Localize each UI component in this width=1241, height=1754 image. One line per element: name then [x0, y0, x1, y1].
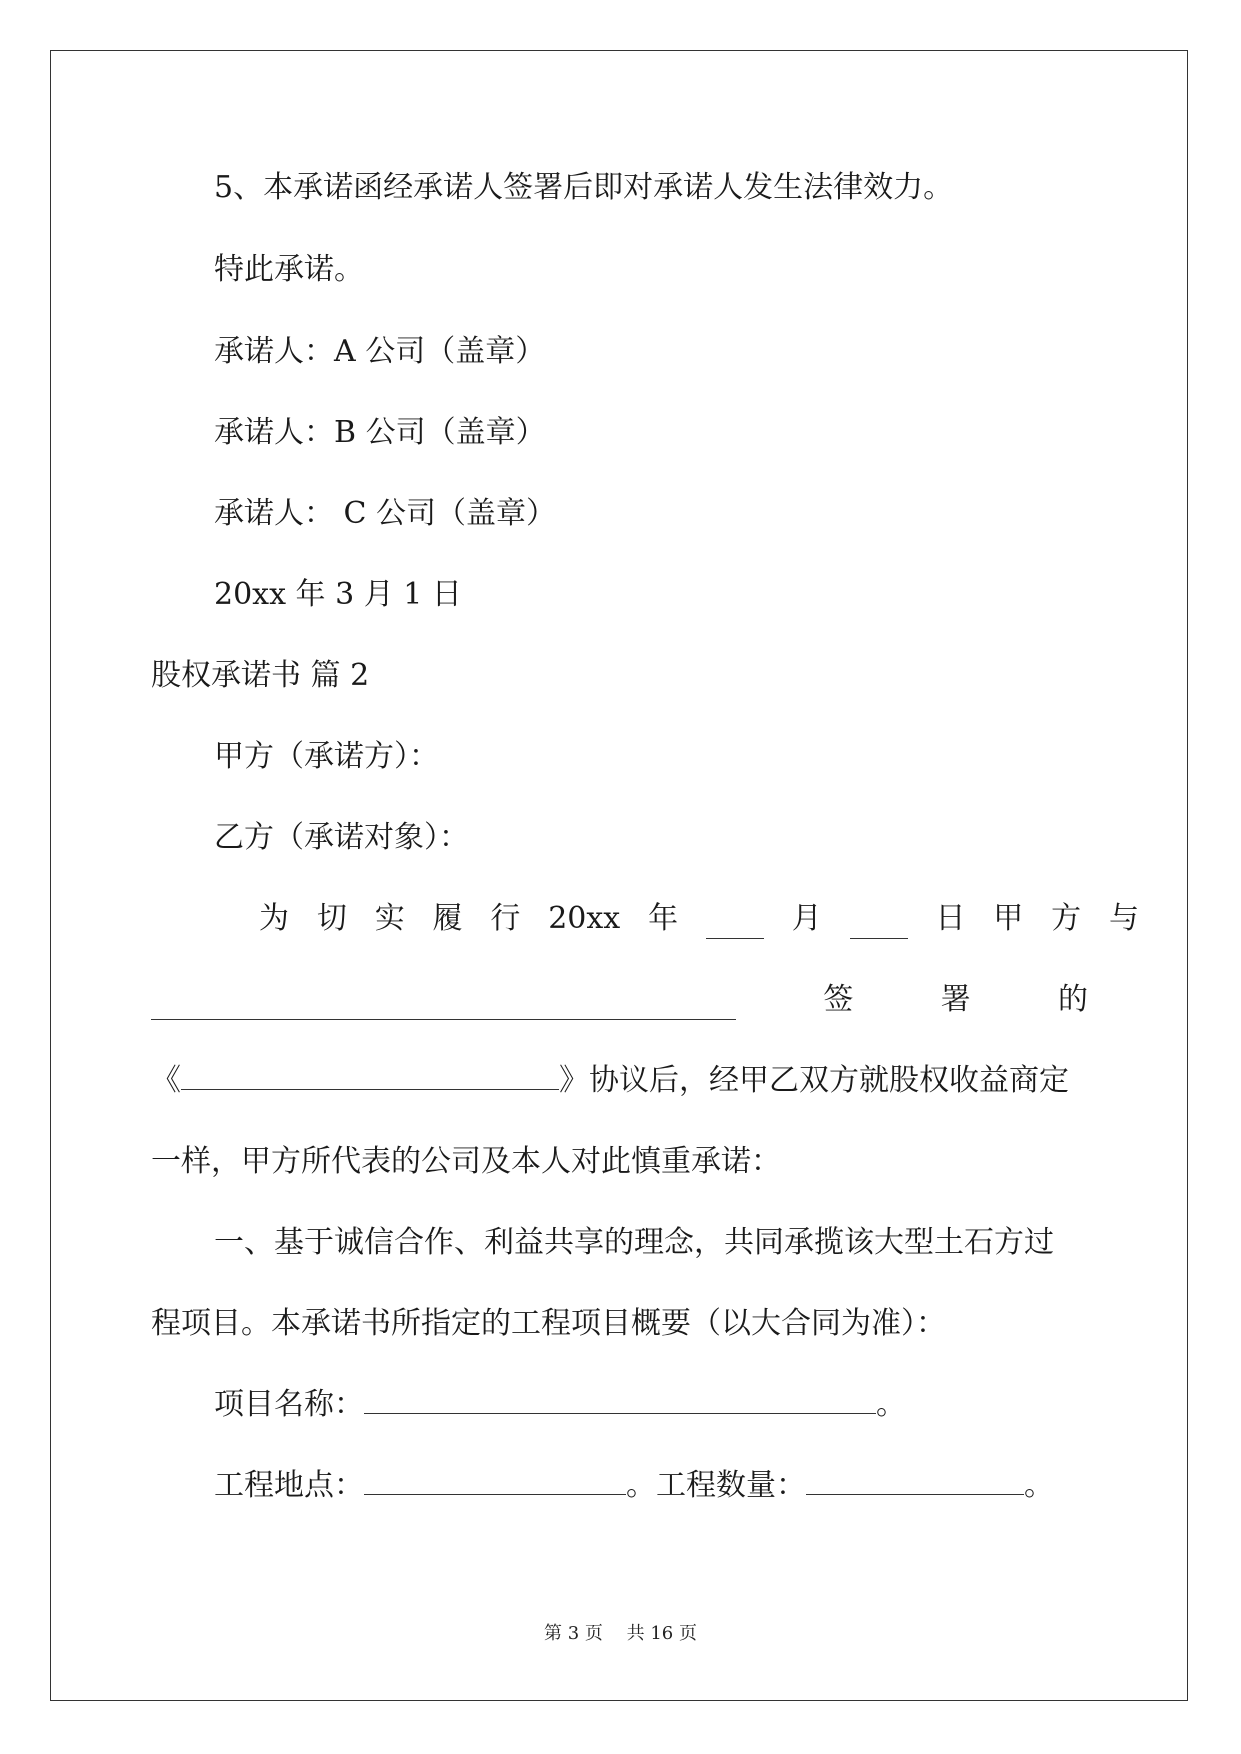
clause-5: 5、本承诺函经承诺人签署后即对承诺人发生法律效力。	[214, 170, 954, 205]
word: 月	[791, 901, 822, 936]
commitment-intro: 一样，甲方所代表的公司及本人对此慎重承诺：	[151, 1144, 781, 1179]
open-quote: 《	[151, 1063, 181, 1098]
clause-1: 一、基于诚信合作、利益共享的理念，共同承揽该大型土石方过	[214, 1225, 1054, 1260]
project-site-line	[214, 1466, 1054, 1506]
party-b: 乙方（承诺对象）：	[214, 820, 469, 855]
word: 实	[374, 901, 405, 936]
project-quantity-blank	[806, 1466, 1024, 1495]
word: 与	[1108, 901, 1139, 936]
word: 切	[316, 901, 347, 936]
page-number: 第 3 页 共 16 页	[544, 1623, 697, 1644]
intro-line	[151, 899, 1139, 939]
agreement-line	[151, 1061, 1069, 1101]
period: 。	[1024, 1468, 1054, 1503]
word: 的	[1057, 982, 1088, 1017]
month-blank	[706, 910, 764, 939]
signatory-line	[151, 980, 1088, 1020]
party-a: 甲方（承诺方）：	[214, 739, 439, 774]
clause-1-cont: 程项目。本承诺书所指定的工程项目概要（以大合同为准）：	[151, 1306, 946, 1341]
project-name-label: 项目名称：	[214, 1387, 364, 1422]
agreement-name-blank	[181, 1061, 559, 1090]
word: 署	[940, 982, 971, 1017]
project-site-label: 工程地点：	[214, 1468, 364, 1503]
signer-a: 承诺人：A 公司（盖章）	[214, 334, 546, 369]
word: 甲	[993, 901, 1024, 936]
word: 签	[823, 982, 854, 1017]
project-site-blank	[364, 1466, 626, 1495]
section-title: 股权承诺书 篇 2	[151, 658, 370, 693]
agreement-line-text: 》协议后，经甲乙双方就股权收益商定	[559, 1063, 1069, 1098]
period: 。	[876, 1387, 906, 1422]
day-blank	[850, 910, 908, 939]
project-name-blank	[364, 1385, 876, 1414]
sign-date: 20xx 年 3 月 1 日	[214, 577, 462, 612]
word: 履	[432, 901, 463, 936]
word: 方	[1051, 901, 1082, 936]
word: 20xx	[548, 901, 621, 936]
page-border	[50, 50, 1188, 1701]
project-name-line	[214, 1385, 906, 1425]
closing-statement: 特此承诺。	[214, 252, 364, 287]
signer-c: 承诺人： C 公司（盖章）	[214, 496, 557, 531]
word: 行	[490, 901, 521, 936]
word: 日	[935, 901, 966, 936]
word: 为	[259, 901, 289, 936]
signer-b: 承诺人：B 公司（盖章）	[214, 415, 546, 450]
signatory-blank	[151, 991, 736, 1020]
word: 年	[648, 901, 679, 936]
project-quantity-label: 。工程数量：	[626, 1468, 806, 1503]
